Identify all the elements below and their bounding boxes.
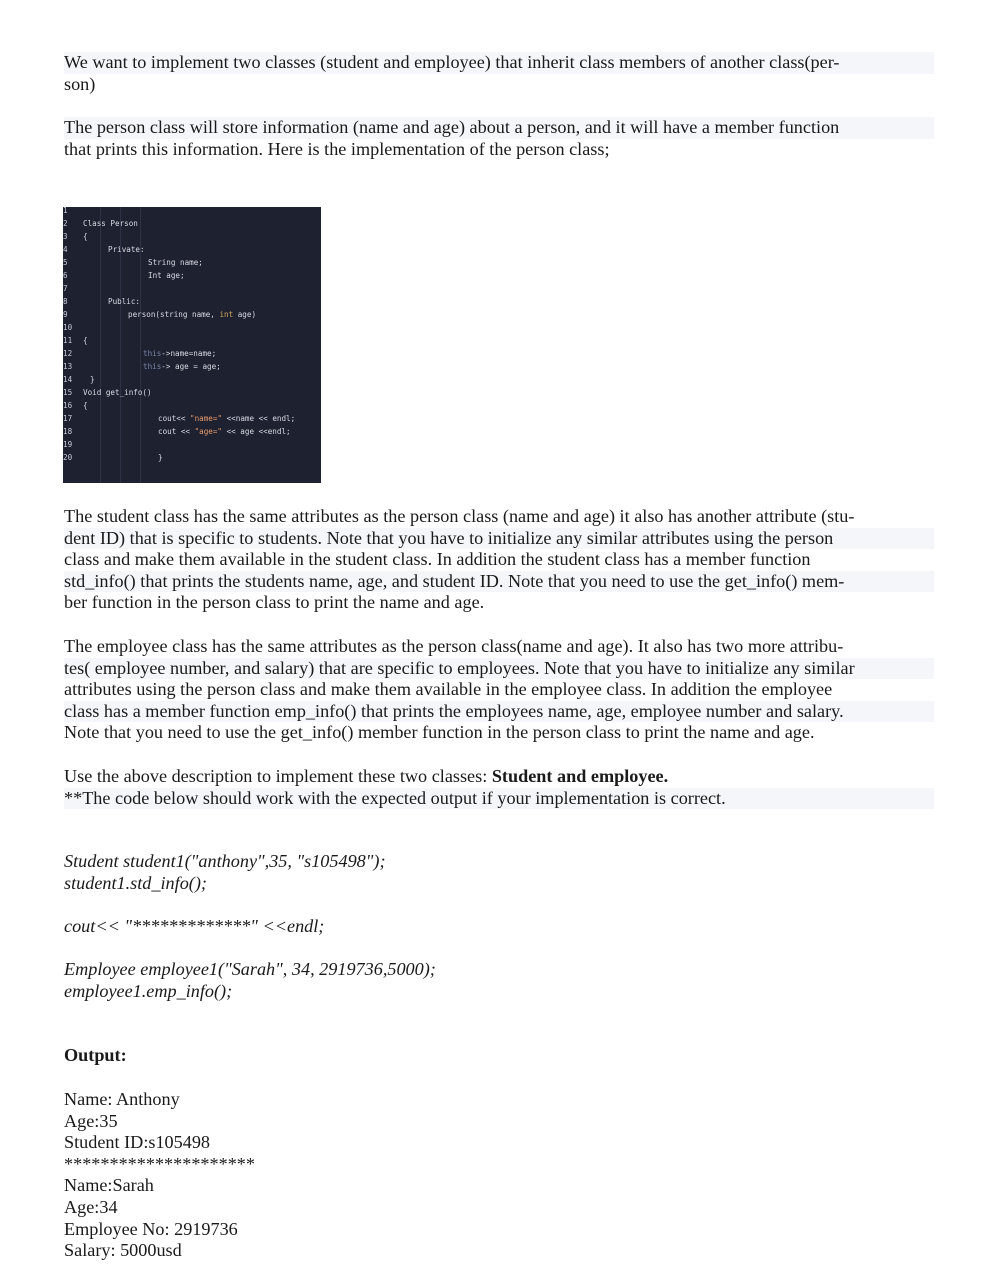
code-token: "age="	[194, 427, 223, 436]
line-number: 16	[63, 401, 73, 410]
text-line: The student class has the same attributes as the person class (name and age) it also has another attribute (stu-	[64, 506, 855, 526]
code-line: Private:	[108, 245, 145, 254]
person-description	[64, 117, 934, 160]
line-number: 15	[63, 388, 73, 397]
sample-code-block	[64, 851, 934, 894]
code-line: Public:	[108, 297, 141, 306]
code-line	[158, 427, 291, 436]
task-classes: Student and employee.	[491, 766, 669, 786]
code-line: student1.std_info();	[64, 872, 207, 893]
code-line: }	[90, 375, 95, 384]
output-heading	[64, 1045, 934, 1067]
code-line: cout<< "*************" <<endl;	[64, 916, 325, 936]
text-line: The employee class has the same attributes as the person class(name and age). It also has two more attribu-	[64, 636, 844, 656]
output-line: Name: Anthony	[64, 1089, 180, 1109]
text-line: ber function in the person class to print the name and age.	[64, 592, 485, 613]
line-number: 11	[63, 336, 73, 345]
line-number: 17	[63, 414, 73, 423]
line-number: 2	[63, 219, 68, 228]
text-line: that prints this information. Here is the implementation of the person class;	[64, 138, 610, 159]
output-line: Salary: 5000usd	[64, 1240, 182, 1261]
line-number: 19	[63, 440, 73, 449]
code-line: {	[83, 401, 88, 410]
code-line: String name;	[148, 258, 203, 267]
code-line: }	[158, 453, 163, 462]
code-token: int	[219, 310, 234, 319]
line-number: 6	[63, 271, 68, 280]
code-line: employee1.emp_info();	[64, 980, 233, 1001]
text-line	[64, 766, 934, 788]
task-instruction	[64, 766, 934, 809]
code-token: <<name << endl;	[222, 414, 296, 423]
code-line: Void get_info()	[83, 388, 152, 397]
output-line: Age:34	[64, 1196, 118, 1217]
line-number: 5	[63, 258, 68, 267]
code-token: << age <<endl;	[222, 427, 291, 436]
code-token: age)	[233, 310, 257, 319]
task-text: Use the above description to implement these two classes:	[64, 766, 492, 786]
text-line: tes( employee number, and salary) that are specific to employees. Note that you have to initialize any similar	[64, 658, 934, 680]
text-line: The person class will store information (name and age) about a person, and it will have a member function	[64, 117, 934, 139]
code-token: this	[143, 349, 162, 358]
output-line: Student ID:s105498	[64, 1132, 211, 1153]
code-line	[143, 362, 221, 371]
line-number: 13	[63, 362, 73, 371]
indent-guide	[100, 207, 101, 483]
line-number: 4	[63, 245, 68, 254]
line-number: 10	[63, 323, 73, 332]
heading-text: Output:	[64, 1045, 127, 1065]
code-token: ->name=name;	[161, 349, 217, 358]
text-line: dent ID) that is specific to students. Note that you have to initialize any similar attributes using the person	[64, 528, 934, 550]
code-line	[158, 414, 295, 423]
line-number: 14	[63, 375, 73, 384]
text-line: son)	[64, 73, 96, 94]
code-line: {	[83, 336, 88, 345]
line-number: 7	[63, 284, 68, 293]
line-number: 12	[63, 349, 73, 358]
output-line: Employee No: 2919736	[64, 1218, 238, 1239]
line-number: 18	[63, 427, 73, 436]
sample-code-block	[64, 959, 934, 1002]
code-line: {	[83, 232, 88, 241]
expected-output	[64, 1089, 934, 1262]
person-class-code-image	[63, 207, 321, 483]
code-token: cout<<	[158, 414, 191, 423]
code-token: "name="	[190, 414, 223, 423]
text-line: class and make them available in the student class. In addition the student class has a member function	[64, 549, 811, 570]
code-line: Employee employee1("Sarah", 34, 2919736,5000);	[64, 959, 436, 979]
line-number: 1	[63, 207, 68, 215]
code-line	[143, 349, 216, 358]
line-number-gutter	[63, 207, 77, 483]
sample-code-block	[64, 916, 934, 938]
line-number: 3	[63, 232, 68, 241]
text-line: class has a member function emp_info() that prints the employees name, age, employee number and salary.	[64, 701, 934, 723]
text-line: Note that you need to use the get_info() member function in the person class to print the name and age.	[64, 722, 815, 743]
code-line: Int age;	[148, 271, 185, 280]
code-token: person(string name,	[128, 310, 220, 319]
code-line: Student student1("anthony",35, "s105498");	[64, 851, 386, 871]
code-token: this	[143, 362, 162, 371]
line-number: 9	[63, 310, 68, 319]
line-number: 8	[63, 297, 68, 306]
output-line: Name:Sarah	[64, 1175, 154, 1196]
code-token: cout <<	[158, 427, 195, 436]
code-line: Class Person	[83, 219, 138, 228]
text-line: attributes using the person class and make them available in the employee class. In addition the employee	[64, 679, 833, 700]
text-line: **The code below should work with the expected output if your implementation is correct.	[64, 788, 934, 810]
text-line: std_info() that prints the students name, age, and student ID. Note that you need to use the get_info() mem-	[64, 571, 934, 593]
output-line: *********************	[64, 1153, 255, 1174]
employee-description	[64, 636, 934, 744]
code-line	[128, 310, 256, 319]
text-line: We want to implement two classes (student and employee) that inherit class members of another class(per-	[64, 52, 934, 74]
student-description	[64, 506, 934, 614]
intro-paragraph	[64, 52, 934, 95]
output-line: Age:35	[64, 1110, 118, 1131]
code-token: -> age = age;	[161, 362, 221, 371]
line-number: 20	[63, 453, 73, 462]
